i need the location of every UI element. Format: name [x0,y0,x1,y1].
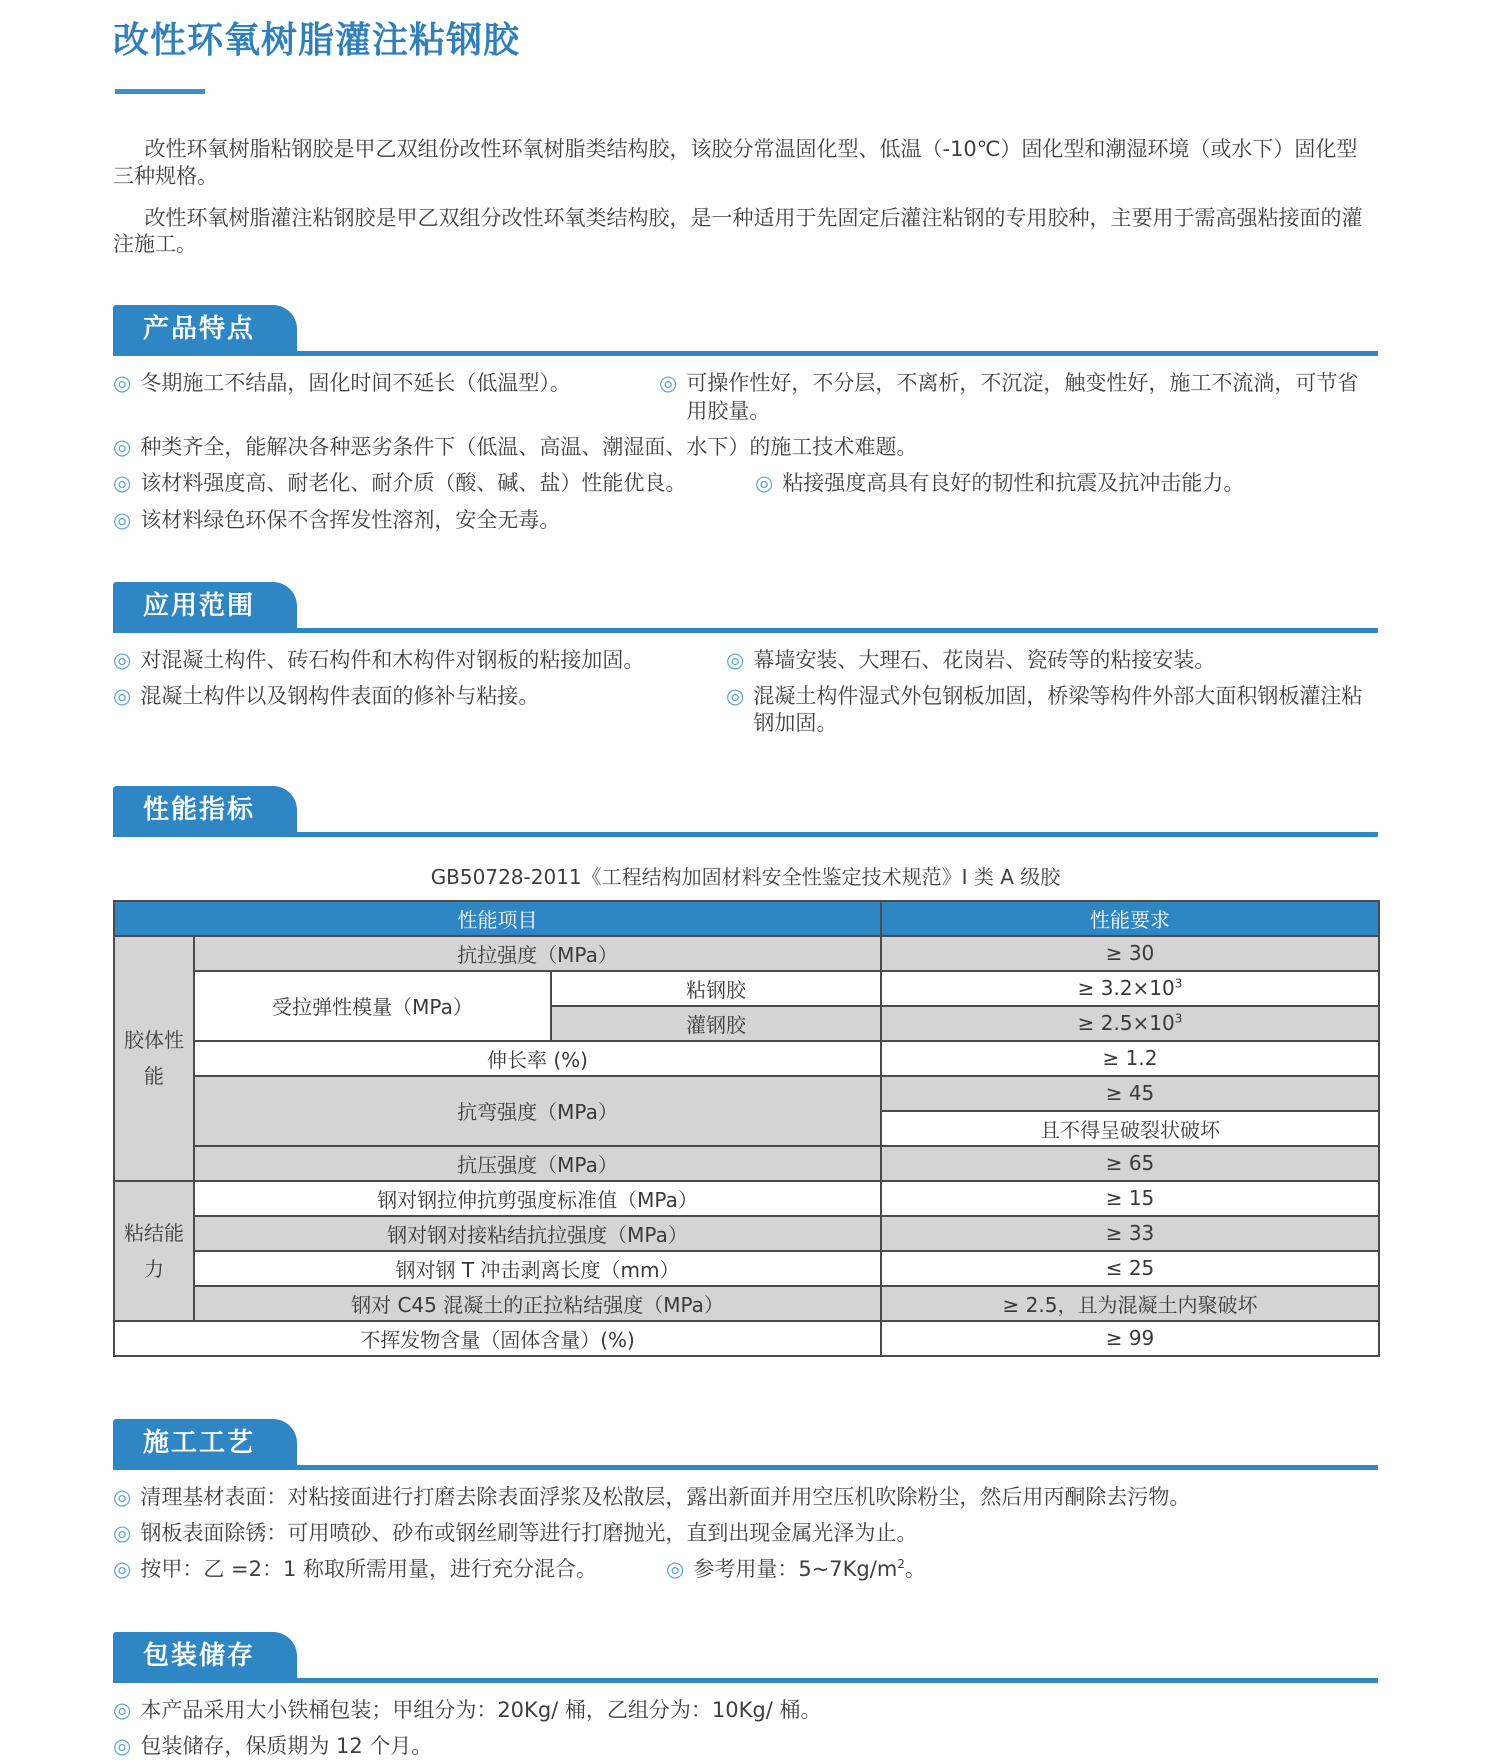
group-cell-bond: 粘结能力 [114,1181,194,1321]
bullet-text: 幕墙安装、大理石、花岗岩、瓷砖等的粘接安装。 [753,647,1216,672]
performance-table [113,900,1380,1357]
bullet-item [113,507,560,534]
table-caption: GB50728-2011《工程结构加固材料安全性鉴定技术规范》I 类 A 级胶 [430,864,1061,889]
bullet-text: 本产品采用大小铁桶包装；甲组分为：20Kg/ 桶，乙组分为：10Kg/ 桶。 [140,1697,822,1722]
cell-value: 且不得呈破裂状破坏 [881,1111,1379,1146]
section-rule [113,832,1378,837]
table-row [114,1041,1379,1076]
bullet-row [113,507,1378,534]
bullet-item [113,370,659,397]
dosage-superscript: 2 [897,1557,905,1572]
table-row [114,1181,1379,1216]
page-title: 改性环氧树脂灌注粘钢胶 [113,20,521,61]
cell-sublabel: 粘钢胶 [551,971,881,1006]
intro-paragraph: 改性环氧树脂灌注粘钢胶是甲乙双组分改性环氧类结构胶，是一种适用于先固定后灌注粘钢的专用胶种，主要用于需高强粘接面的灌注施工。 [113,205,1363,257]
section-storage [113,1632,1378,1760]
section-features [113,305,1378,533]
section-tab-construction: 施工工艺 [113,1419,297,1465]
bullet-icon: ◎ [113,371,132,396]
cell-value: ≥ 33 [881,1216,1379,1251]
page-content [113,20,1378,1760]
value-superscript: 3 [1174,976,1183,991]
bullet-item [755,470,1244,497]
bullet-row [113,1697,1378,1724]
table-row [114,1076,1379,1111]
value-superscript: 3 [1174,1011,1183,1026]
section-header [113,1632,1378,1683]
bullet-row [113,1484,1378,1511]
datasheet-page [0,20,1503,1758]
section-header [113,1419,1378,1470]
cell-label: 受拉弹性模量（MPa） [194,971,551,1041]
bullet-icon: ◎ [113,1733,132,1758]
bullet-icon: ◎ [666,1557,685,1582]
bullet-row [113,1520,1378,1547]
cell-value: ≥ 30 [881,936,1379,971]
bullet-text: 该材料强度高、耐老化、耐介质（酸、碱、盐）性能优良。 [140,471,687,496]
bullet-row [113,683,1378,738]
section-header [113,786,1378,837]
cell-label: 不挥发物含量（固体含量）(%) [114,1321,881,1356]
section-header [113,305,1378,356]
bullet-text: 清理基材表面：对粘接面进行打磨去除表面浮浆及松散层，露出新面并用空压机吹除粉尘，然后用丙酮除去污物。 [140,1484,1191,1509]
bullet-item [113,434,917,461]
dosage-tail: 。 [904,1557,926,1582]
table-row [114,1286,1379,1321]
cell-label: 钢对钢 T 冲击剥离长度（mm） [194,1251,881,1286]
section-header [113,582,1378,633]
bullet-item [113,1484,1190,1511]
bullet-item [726,647,1215,674]
applications-list [113,647,1378,738]
bullet-row [113,470,1378,497]
table-row [114,1321,1379,1356]
bullet-text: 包装储存，保质期为 12 个月。 [140,1733,433,1758]
value-base: ≥ 2.5×10 [1077,1011,1175,1036]
bullet-icon: ◎ [755,471,774,496]
bullet-icon: ◎ [726,684,745,709]
bullet-text [693,1556,926,1583]
section-rule [113,1465,1378,1470]
table-row [114,1216,1379,1251]
bullet-text: 种类齐全，能解决各种恶劣条件下（低温、高温、潮湿面、水下）的施工技术难题。 [140,434,918,459]
bullet-icon: ◎ [113,507,132,532]
bullet-icon: ◎ [113,434,132,459]
cell-value [881,971,1379,1006]
section-rule [113,628,1378,633]
table-row [114,1251,1379,1286]
bullet-text: 混凝土构件湿式外包钢板加固，桥梁等构件外部大面积钢板灌注粘钢加固。 [753,684,1363,736]
cell-value: ≥ 1.2 [881,1041,1379,1076]
bullet-icon: ◎ [659,371,678,396]
group-cell-body: 胶体性能 [114,936,194,1181]
section-tab-performance: 性能指标 [113,786,297,832]
bullet-icon: ◎ [113,1557,132,1582]
cell-label: 抗压强度（MPa） [194,1146,881,1181]
cell-value: ≥ 45 [881,1076,1379,1111]
bullet-text: 该材料绿色环保不含挥发性溶剂，安全无毒。 [140,507,561,532]
dosage-base: 参考用量：5~7Kg/m [693,1557,898,1582]
bullet-text: 可操作性好，不分层，不离析，不沉淀，触变性好，施工不流淌，可节省用胶量。 [686,371,1359,423]
bullet-item [726,683,1378,738]
bullet-item [113,1556,666,1583]
section-tab-features: 产品特点 [113,305,297,351]
bullet-text: 钢板表面除锈：可用喷砂、砂布或钢丝刷等进行打磨抛光，直到出现金属光泽为止。 [140,1521,918,1546]
title-underline [115,89,205,94]
section-construction [113,1419,1378,1584]
bullet-icon: ◎ [113,1484,132,1509]
cell-value: ≥ 2.5，且为混凝土内聚破坏 [881,1286,1379,1321]
section-tab-storage: 包装储存 [113,1632,297,1678]
cell-label: 钢对 C45 混凝土的正拉粘结强度（MPa） [194,1286,881,1321]
section-performance [113,786,1378,1357]
value-base: ≥ 3.2×10 [1077,976,1175,1001]
bullet-text: 对混凝土构件、砖石构件和木构件对钢板的粘接加固。 [140,647,645,672]
bullet-icon: ◎ [113,471,132,496]
bullet-item [666,1556,926,1583]
column-header-requirement: 性能要求 [881,901,1379,936]
intro-paragraph: 改性环氧树脂粘钢胶是甲乙双组份改性环氧树脂类结构胶，该胶分常温固化型、低温（-10℃）固化型和潮湿环境（或水下）固化型三种规格。 [113,137,1358,188]
section-tab-applications: 应用范围 [113,582,297,628]
storage-list [113,1697,1378,1760]
bullet-icon: ◎ [113,1697,132,1722]
bullet-icon: ◎ [113,647,132,672]
cell-label: 伸长率 (%) [194,1041,881,1076]
cell-value: ≤ 25 [881,1251,1379,1286]
bullet-icon: ◎ [726,647,745,672]
bullet-item [113,683,726,710]
bullet-item [113,647,726,674]
cell-value: ≥ 15 [881,1181,1379,1216]
section-rule [113,1678,1378,1683]
column-header-item: 性能项目 [114,901,881,936]
table-row [114,936,1379,971]
bullet-text: 按甲：乙 =2：1 称取所需用量，进行充分混合。 [140,1557,597,1582]
table-row [114,971,1379,1006]
bullet-row [113,434,1378,461]
bullet-icon: ◎ [113,1521,132,1546]
cell-label: 钢对钢对接粘结抗拉强度（MPa） [194,1216,881,1251]
section-applications [113,582,1378,738]
bullet-text: 冬期施工不结晶，固化时间不延长（低温型）。 [140,371,571,396]
bullet-item [113,1697,821,1724]
features-list [113,370,1378,533]
section-rule [113,351,1378,356]
cell-label: 抗拉强度（MPa） [194,936,881,971]
bullet-item [659,370,1378,425]
cell-label: 抗弯强度（MPa） [194,1076,881,1146]
bullet-icon: ◎ [113,684,132,709]
cell-label: 钢对钢拉伸抗剪强度标准值（MPa） [194,1181,881,1216]
table-row [114,1146,1379,1181]
cell-value: ≥ 99 [881,1321,1379,1356]
cell-sublabel: 灌钢胶 [551,1006,881,1041]
bullet-item [113,1733,432,1760]
bullet-row [113,1556,1378,1583]
intro-block [113,136,1378,257]
bullet-row [113,370,1378,425]
bullet-item [113,470,755,497]
bullet-item [113,1520,917,1547]
bullet-row [113,647,1378,674]
cell-value: ≥ 65 [881,1146,1379,1181]
cell-value [881,1006,1379,1041]
bullet-text: 混凝土构件以及钢构件表面的修补与粘接。 [140,684,540,709]
bullet-row [113,1733,1378,1760]
table-header-row [114,901,1379,936]
construction-list [113,1484,1378,1584]
bullet-text: 粘接强度高具有良好的韧性和抗震及抗冲击能力。 [782,471,1245,496]
